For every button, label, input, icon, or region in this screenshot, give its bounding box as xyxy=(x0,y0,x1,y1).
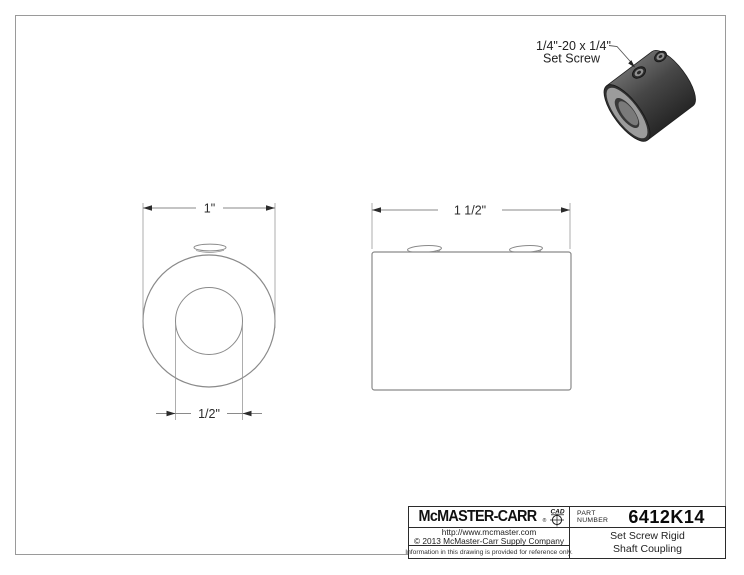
brand-logo: McMASTER-CARR xyxy=(418,508,537,525)
arrowhead-left xyxy=(143,205,152,211)
cad-target-icon xyxy=(549,507,566,527)
product-name-line2: Shaft Coupling xyxy=(613,543,682,555)
side-view xyxy=(372,203,571,390)
coupling-3d-body xyxy=(596,44,703,148)
brand-row xyxy=(409,507,569,528)
arrowhead-right xyxy=(561,207,570,213)
copyright-notice: © 2013 McMaster-Carr Supply Company xyxy=(414,535,564,546)
svg-text:CAD: CAD xyxy=(550,508,565,515)
product-name-line1: Set Screw Rigid xyxy=(610,529,685,542)
arrowhead-right xyxy=(266,205,275,211)
title-block-right-column xyxy=(570,507,725,558)
outer-diameter-label: 1" xyxy=(203,201,216,216)
callout-line2: Set Screw xyxy=(543,51,600,66)
dimension-length xyxy=(372,203,570,249)
arrowhead-left xyxy=(167,411,176,417)
front-view xyxy=(143,202,275,421)
callout-line1: 1/4"-20 x 1/4" xyxy=(536,39,611,53)
company-info xyxy=(409,528,569,546)
arrowhead-right xyxy=(243,411,252,417)
coupling-body-outline xyxy=(372,252,571,390)
length-label: 1 1/2" xyxy=(453,203,487,218)
arrowhead-left xyxy=(372,207,381,213)
part-number-value: 6412K14 xyxy=(628,506,705,527)
coupling-bore-circle xyxy=(176,288,243,355)
bore-diameter-label: 1/2" xyxy=(198,406,220,421)
isometric-view xyxy=(536,39,703,148)
leader-line xyxy=(609,46,633,65)
set-screw-callout xyxy=(536,39,635,68)
leader-arrowhead xyxy=(628,60,635,67)
title-block xyxy=(405,506,726,559)
part-number-row xyxy=(570,507,725,528)
part-number-label: PART NUMBER xyxy=(577,509,609,524)
registered-trademark: ® xyxy=(542,518,547,524)
website-url: http://www.mcmaster.com xyxy=(441,526,537,537)
reference-disclaimer: Information in this drawing is provided for reference only. xyxy=(405,548,573,556)
product-name xyxy=(570,528,725,558)
set-screw-tab-front xyxy=(194,244,226,252)
title-block-left-column xyxy=(405,507,573,558)
